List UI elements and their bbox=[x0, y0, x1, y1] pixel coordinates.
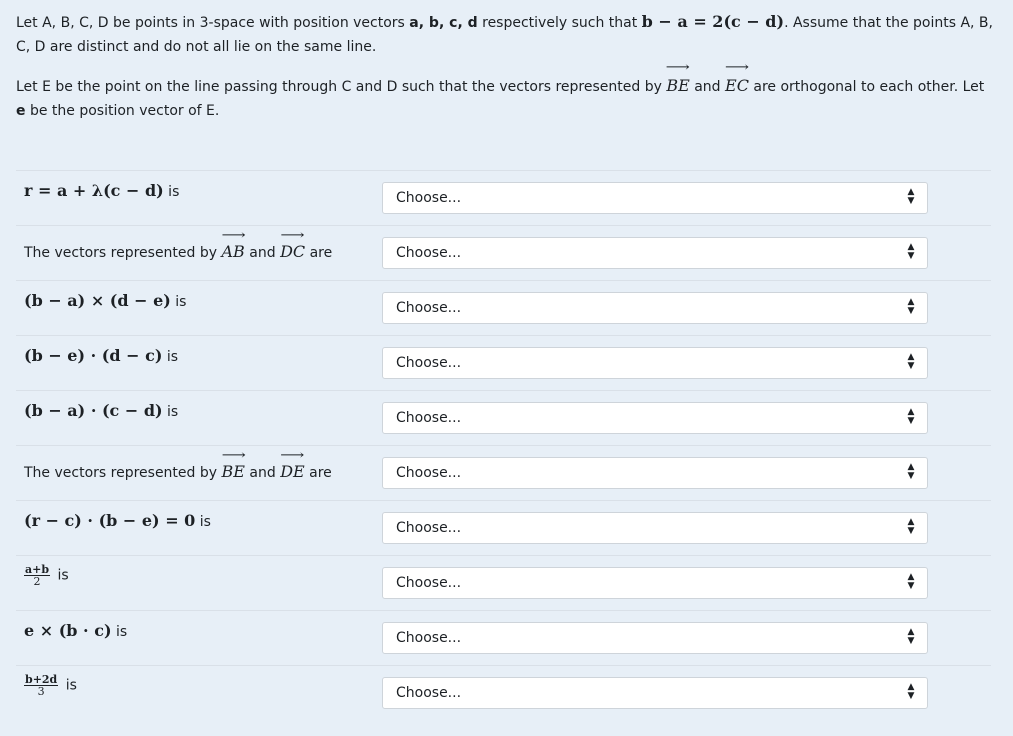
question-label bbox=[24, 242, 332, 261]
question-label bbox=[24, 401, 178, 420]
question-row bbox=[16, 335, 991, 391]
select-value: Choose... bbox=[396, 300, 462, 316]
vector-ab: ⟶ AB bbox=[222, 242, 245, 261]
question-row bbox=[16, 610, 991, 666]
statement-text: respectively such that bbox=[477, 15, 642, 31]
question-row bbox=[16, 445, 991, 501]
select-value: Choose... bbox=[396, 520, 462, 536]
vector-e: e bbox=[16, 103, 26, 119]
question-row bbox=[16, 390, 991, 446]
fraction bbox=[24, 674, 58, 697]
question-label bbox=[24, 346, 178, 365]
up-down-caret-icon: ▲ ▼ bbox=[907, 682, 915, 701]
select-value: Choose... bbox=[396, 685, 462, 701]
answer-select[interactable] bbox=[382, 567, 928, 599]
answer-select[interactable] bbox=[382, 182, 928, 214]
question-row bbox=[16, 225, 991, 281]
vector-be: ⟶ BE bbox=[666, 74, 689, 98]
question-label bbox=[24, 564, 69, 587]
question-row bbox=[16, 665, 991, 721]
question-text: The vectors represented by bbox=[24, 465, 222, 481]
position-vectors: a, b, c, d bbox=[409, 15, 478, 31]
up-down-caret-icon: ▲ ▼ bbox=[907, 407, 915, 426]
question-suffix: is bbox=[195, 514, 211, 530]
answer-select[interactable] bbox=[382, 402, 928, 434]
answer-select[interactable] bbox=[382, 237, 928, 269]
fraction-denominator: 3 bbox=[37, 685, 45, 698]
select-value: Choose... bbox=[396, 465, 462, 481]
vector-de: ⟶ DE bbox=[280, 462, 305, 481]
question-text: The vectors represented by bbox=[24, 245, 222, 261]
fraction bbox=[24, 564, 50, 587]
question-suffix: is bbox=[53, 567, 69, 584]
statement-text: and bbox=[689, 79, 726, 95]
question-math: e × (b · c) bbox=[24, 621, 112, 640]
up-down-caret-icon: ▲ ▼ bbox=[907, 297, 915, 316]
answer-select[interactable] bbox=[382, 292, 928, 324]
question-math: (b − a) × (d − e) bbox=[24, 291, 171, 310]
up-down-caret-icon: ▲ ▼ bbox=[907, 517, 915, 536]
question-suffix: is bbox=[163, 184, 180, 200]
point-e-definition bbox=[16, 74, 995, 123]
select-value: Choose... bbox=[396, 190, 462, 206]
up-down-caret-icon: ▲ ▼ bbox=[907, 242, 915, 261]
question-math: (b − e) · (d − c) bbox=[24, 346, 163, 365]
question-suffix: is bbox=[111, 624, 128, 640]
fraction-numerator: b+2d bbox=[25, 673, 58, 686]
answer-select[interactable] bbox=[382, 512, 928, 544]
select-value: Choose... bbox=[396, 575, 462, 591]
answer-select[interactable] bbox=[382, 457, 928, 489]
select-value: Choose... bbox=[396, 410, 462, 426]
question-text: and bbox=[244, 245, 281, 261]
up-down-caret-icon: ▲ ▼ bbox=[907, 462, 915, 481]
question-label bbox=[24, 674, 77, 697]
select-value: Choose... bbox=[396, 355, 462, 371]
select-value: Choose... bbox=[396, 630, 462, 646]
answer-select[interactable] bbox=[382, 677, 928, 709]
question-math: r = a + λ(c − d) bbox=[24, 181, 164, 200]
question-label bbox=[24, 462, 332, 481]
question-text: and bbox=[244, 465, 281, 481]
question-math: (b − a) · (c − d) bbox=[24, 401, 163, 420]
statement-text: Let A, B, C, D be points in 3-space with position vectors bbox=[16, 15, 410, 31]
problem-statement bbox=[16, 10, 995, 59]
up-down-caret-icon: ▲ ▼ bbox=[907, 352, 915, 371]
statement-text: Let E be the point on the line passing through C and D such that the vectors represented by bbox=[16, 79, 667, 95]
question-suffix: is bbox=[170, 294, 187, 310]
answer-select[interactable] bbox=[382, 622, 928, 654]
statement-text: be the position vector of E. bbox=[25, 103, 220, 119]
question-math: (r − c) · (b − e) = 0 bbox=[24, 511, 196, 530]
question-suffix: are bbox=[305, 245, 333, 261]
fraction-numerator: a+b bbox=[25, 563, 50, 576]
question-label bbox=[24, 621, 127, 640]
vector-equation: b − a = 2(c − d) bbox=[641, 12, 785, 31]
vector-ec: ⟶ EC bbox=[725, 74, 749, 98]
up-down-caret-icon: ▲ ▼ bbox=[907, 187, 915, 206]
question-row bbox=[16, 555, 991, 611]
statement-text: are orthogonal to each other. Let bbox=[748, 79, 985, 95]
fraction-denominator: 2 bbox=[33, 575, 41, 588]
question-row bbox=[16, 170, 991, 226]
question-label bbox=[24, 181, 179, 200]
up-down-caret-icon: ▲ ▼ bbox=[907, 572, 915, 591]
question-label bbox=[24, 291, 186, 310]
up-down-caret-icon: ▲ ▼ bbox=[907, 627, 915, 646]
statement-text: . Assume that the points A, B, C, D are distinct and do not all lie on the same line. bbox=[16, 15, 993, 55]
vector-dc: ⟶ DC bbox=[280, 242, 305, 261]
question-suffix: is bbox=[162, 349, 179, 365]
question-row bbox=[16, 280, 991, 336]
answer-select[interactable] bbox=[382, 347, 928, 379]
question-suffix: is bbox=[61, 677, 77, 694]
question-suffix: are bbox=[304, 465, 332, 481]
question-row bbox=[16, 500, 991, 556]
question-label bbox=[24, 511, 211, 530]
select-value: Choose... bbox=[396, 245, 462, 261]
question-suffix: is bbox=[162, 404, 179, 420]
vector-be: ⟶ BE bbox=[222, 462, 245, 481]
